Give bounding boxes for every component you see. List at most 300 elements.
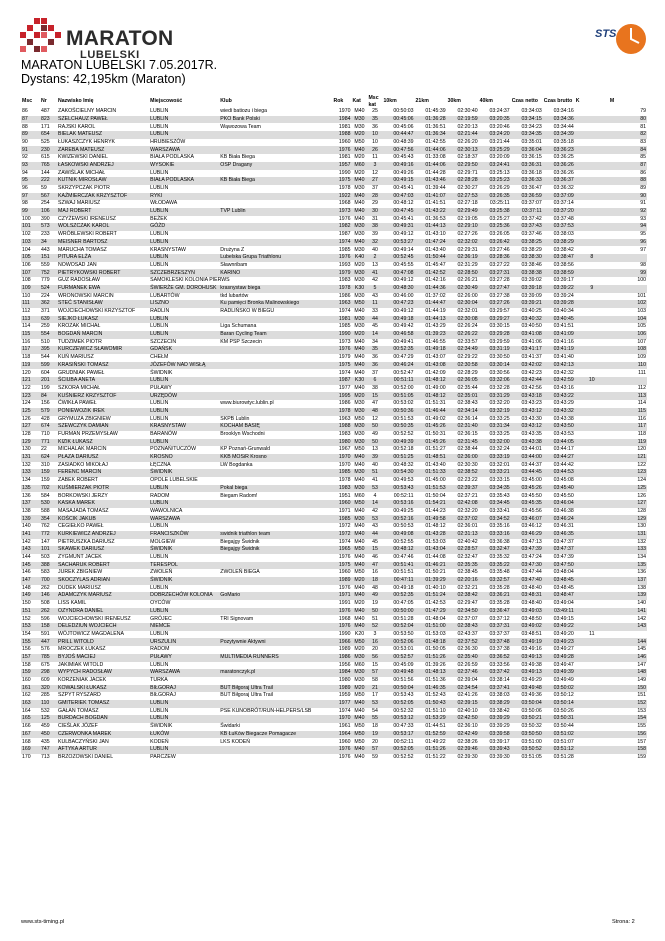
cell-name: CZERWONKA MAREK bbox=[57, 731, 149, 739]
cell-split-40km: 03:27:28 bbox=[489, 277, 510, 284]
cell-men-place: 147 bbox=[637, 661, 646, 668]
cell-split-21km: 01:36:53 bbox=[425, 215, 446, 222]
cell-split-40km: 03:32:57 bbox=[479, 577, 511, 585]
cell-net-time: 03:48:31 bbox=[511, 592, 543, 600]
cell-msc: 109 bbox=[21, 285, 40, 293]
cell-name: ŁASKOWSKI ANDRZEJ bbox=[57, 162, 149, 170]
cell-category: M60 bbox=[354, 661, 365, 668]
cell-split-10km: 00:53:27 bbox=[383, 239, 415, 247]
table-row bbox=[21, 508, 647, 516]
cell-split-10km: 00:49:12 bbox=[393, 231, 414, 238]
cell-men-place: 94 bbox=[609, 223, 647, 231]
cell-city: LISZNO bbox=[149, 300, 219, 308]
cell-men-place: 130 bbox=[637, 523, 646, 530]
cell-split-30km: 02:37:52 bbox=[447, 638, 479, 646]
cell-msc: 90 bbox=[22, 138, 28, 145]
cell-net-time: 03:45:35 bbox=[511, 500, 543, 508]
cell-net-time: 03:39:09 bbox=[521, 292, 542, 299]
cell-nr: 84 bbox=[40, 392, 57, 400]
cell-split-10km: 00:53:16 bbox=[383, 500, 415, 508]
cell-city: LUBLIN bbox=[149, 377, 219, 385]
cell-gross-time: 03:34:44 bbox=[553, 123, 574, 130]
cell-category-place: 55 bbox=[367, 715, 382, 723]
cell-split-21km: 01:45:00 bbox=[425, 477, 446, 484]
cell-men-place: 81 bbox=[640, 123, 646, 130]
cell-women-place bbox=[575, 577, 609, 585]
cell-gross-time: 03:40:45 bbox=[543, 316, 575, 324]
cell-year: 1978 bbox=[332, 285, 351, 293]
cell-city: LUBLIN bbox=[149, 131, 219, 139]
cell-category-place: 25 bbox=[372, 108, 378, 115]
cell-msc: 159 bbox=[21, 669, 40, 677]
cell-name: ADAMCZYK MARIUSZ bbox=[57, 592, 149, 600]
cell-nr: 362 bbox=[40, 300, 57, 308]
cell-nr: 262 bbox=[40, 608, 57, 616]
cell-club bbox=[219, 346, 332, 354]
cell-name: MROCZEK ŁUKASZ bbox=[58, 646, 106, 653]
cell-gross-time: 03:50:26 bbox=[553, 707, 574, 714]
col-year: Rok bbox=[333, 98, 344, 105]
cell-split-30km: 02:26:24 bbox=[457, 323, 478, 330]
table-row bbox=[21, 677, 647, 685]
cell-split-10km: 00:52:52 bbox=[393, 753, 414, 760]
cell-men-place: 108 bbox=[609, 346, 647, 354]
cell-net-time: 03:48:40 bbox=[521, 600, 542, 607]
cell-msc: 97 bbox=[21, 193, 40, 201]
cell-category: M40 bbox=[354, 354, 365, 361]
cell-club: BUT Biłgoraj Ultra Trail bbox=[220, 692, 273, 699]
cell-split-10km: 00:49:16 bbox=[383, 162, 415, 170]
cell-split-21km: 01:43:10 bbox=[425, 231, 446, 238]
cell-women-place: 10 bbox=[575, 377, 609, 385]
cell-split-30km: 02:36:10 bbox=[457, 723, 478, 730]
cell-net-time: 03:50:04 bbox=[511, 700, 543, 708]
cell-net-time: 03:37:11 bbox=[511, 208, 543, 216]
cell-net-time: 03:36:04 bbox=[511, 146, 543, 154]
cell-city: LUBLIN bbox=[150, 707, 169, 714]
cell-men-place: 139 bbox=[609, 592, 647, 600]
cell-men-place: 83 bbox=[640, 138, 646, 145]
cell-net-time: 03:49:38 bbox=[521, 661, 542, 668]
cell-year: 1967 bbox=[338, 446, 351, 453]
cell-net-time: 03:38:25 bbox=[511, 239, 543, 247]
cell-name: KULBACZYŃSKI JAN bbox=[58, 738, 109, 745]
cell-gross-time: 03:46:04 bbox=[543, 500, 575, 508]
cell-city: KRASNYSTAW bbox=[150, 246, 186, 253]
cell-gross-time: 03:36:23 bbox=[543, 146, 575, 154]
cell-nr: 579 bbox=[40, 408, 57, 416]
cell-city: HRUBIESZÓW bbox=[150, 138, 186, 145]
cell-split-10km: 00:54:30 bbox=[383, 469, 415, 477]
cell-split-40km: 03:26:05 bbox=[489, 231, 510, 238]
cell-split-30km: 02:38:43 bbox=[457, 400, 478, 407]
cell-city: SZCZECIN bbox=[150, 338, 177, 345]
cell-category: M50 bbox=[351, 731, 367, 739]
cell-city: LUBLIN bbox=[149, 239, 219, 247]
cell-city: JÓZEFÓW NAD WISŁĄ bbox=[149, 362, 219, 370]
cell-split-30km: 02:23:22 bbox=[457, 477, 478, 484]
cell-year: 1978 bbox=[338, 185, 351, 192]
cell-women-place bbox=[575, 654, 609, 662]
cell-category: M30 bbox=[351, 669, 367, 677]
cell-net-time: 03:49:29 bbox=[521, 677, 542, 684]
table-row bbox=[21, 254, 647, 262]
cell-category-place: 42 bbox=[372, 507, 378, 514]
cell-name: KOŚCIK JAKUB bbox=[57, 515, 149, 523]
cell-category: M40 bbox=[354, 384, 365, 391]
cell-split-21km: 01:43:28 bbox=[415, 531, 447, 539]
cell-split-21km: 01:43:04 bbox=[415, 546, 447, 554]
footer-website: www.sts-timing.pl bbox=[21, 919, 65, 925]
cell-club bbox=[219, 131, 332, 139]
cell-name: SZPYT RYSZARD bbox=[58, 692, 101, 699]
cell-split-30km: 02:30:27 bbox=[457, 185, 478, 192]
cell-split-40km: 03:39:43 bbox=[479, 746, 511, 754]
cell-split-21km: 01:48:12 bbox=[425, 523, 446, 530]
cell-city: ŁUKÓW bbox=[149, 731, 219, 739]
table-row bbox=[21, 408, 647, 416]
cell-men-place: 112 bbox=[637, 384, 646, 391]
cell-nr: 702 bbox=[40, 485, 57, 493]
cell-nr: 147 bbox=[41, 538, 50, 545]
col-10km: 10km bbox=[383, 98, 397, 105]
cell-name: KUŚMIERZAK PIOTR bbox=[57, 485, 149, 493]
cell-category-place: 29 bbox=[372, 200, 378, 207]
cell-city: WŁODAWA bbox=[150, 200, 178, 207]
cell-gross-time: 03:49:28 bbox=[543, 654, 575, 662]
cell-split-40km: 03:37:41 bbox=[479, 685, 511, 693]
cell-split-10km: 00:50:36 bbox=[383, 408, 415, 416]
cell-club bbox=[219, 715, 332, 723]
cell-net-time: 03:48:51 bbox=[521, 630, 542, 637]
cell-category: M20 bbox=[351, 685, 367, 693]
cell-men-place: 85 bbox=[640, 154, 646, 161]
cell-men-place: 86 bbox=[640, 169, 646, 176]
cell-name: ZAWIŚLAK MICHAŁ bbox=[58, 169, 106, 176]
cell-split-10km: 00:51:56 bbox=[393, 677, 414, 684]
cell-gross-time: 03:45:08 bbox=[553, 477, 574, 484]
cell-split-30km: 02:28:29 bbox=[457, 369, 478, 376]
cell-split-30km: 02:29:49 bbox=[447, 208, 479, 216]
cell-club: MULTIMEDIA RUNNERS bbox=[219, 654, 332, 662]
col-category-place: Msc kat bbox=[368, 95, 379, 108]
table-row bbox=[21, 185, 647, 193]
cell-name: KURKIEWICZ ANDRZEJ bbox=[57, 531, 149, 539]
table-row bbox=[21, 692, 647, 700]
cell-women-place bbox=[575, 154, 609, 162]
table-row bbox=[21, 738, 647, 746]
cell-gross-time: 03:42:13 bbox=[543, 362, 575, 370]
cell-split-10km: 00:50:03 bbox=[393, 108, 414, 115]
cell-nr: 159 bbox=[41, 477, 50, 484]
cell-gross-time: 03:37:20 bbox=[543, 208, 575, 216]
cell-city: LUBLIN bbox=[149, 116, 219, 124]
cell-category: M40 bbox=[354, 753, 365, 760]
cell-year: 1973 bbox=[338, 338, 351, 345]
cell-women-place bbox=[575, 216, 609, 224]
cell-gross-time: 03:42:59 bbox=[543, 377, 575, 385]
cell-name: BURDACH BOGDAN bbox=[57, 715, 149, 723]
cell-split-10km: 00:45:43 bbox=[393, 154, 414, 161]
cell-split-30km: 02:38:43 bbox=[447, 623, 479, 631]
cell-gross-time: 03:37:09 bbox=[543, 193, 575, 201]
cell-msc: 148 bbox=[22, 584, 31, 591]
cell-club: krasnystaw biega bbox=[219, 285, 332, 293]
table-row bbox=[21, 293, 647, 301]
cell-year: 1987 bbox=[332, 377, 351, 385]
cell-split-40km: 03:38:03 bbox=[489, 692, 510, 699]
cell-split-10km: 00:52:45 bbox=[383, 254, 415, 262]
cell-category-place: 39 bbox=[367, 454, 382, 462]
cell-club bbox=[219, 185, 332, 193]
cell-category: M40 bbox=[354, 507, 365, 514]
cell-name: BOGDAŃ MARCIN bbox=[57, 331, 149, 339]
cell-gross-time: 03:43:50 bbox=[543, 423, 575, 431]
cell-city: PUŁAWY bbox=[150, 384, 172, 391]
cell-club: Baran Cycling Team bbox=[219, 331, 332, 339]
cell-net-time: 03:47:24 bbox=[521, 554, 542, 561]
cell-split-21km: 01:44:06 bbox=[415, 146, 447, 154]
cell-nr: 559 bbox=[41, 261, 50, 268]
table-row bbox=[21, 608, 647, 616]
cell-msc: 164 bbox=[22, 707, 31, 714]
cell-category-place: 54 bbox=[372, 707, 378, 714]
cell-split-30km: 02:38:52 bbox=[447, 469, 479, 477]
cell-women-place bbox=[575, 754, 609, 762]
cell-category: M30 bbox=[351, 223, 367, 231]
table-row bbox=[21, 515, 647, 523]
cell-split-10km: 00:53:17 bbox=[383, 731, 415, 739]
cell-club: Pozytywnie Aktywni bbox=[219, 638, 332, 646]
cell-men-place: 111 bbox=[638, 369, 646, 376]
cell-net-time: 03:42:44 bbox=[511, 377, 543, 385]
cell-split-30km: 02:43:37 bbox=[457, 630, 478, 637]
cell-men-place: 109 bbox=[637, 354, 646, 361]
cell-split-30km: 02:42:08 bbox=[447, 500, 479, 508]
cell-gross-time: 03:34:36 bbox=[543, 116, 575, 124]
cell-msc: 163 bbox=[21, 700, 40, 708]
cell-nr: 772 bbox=[40, 531, 57, 539]
cell-split-30km: 02:19:59 bbox=[447, 116, 479, 124]
cell-club: ZWOLEŃ BIEGA bbox=[220, 569, 260, 576]
cell-category: M40 bbox=[351, 239, 367, 247]
cell-nr: 101 bbox=[40, 546, 57, 554]
cell-club bbox=[219, 700, 332, 708]
cell-name: SKAWEK DARIUSZ bbox=[57, 546, 149, 554]
cell-nr: 259 bbox=[41, 323, 50, 330]
cell-women-place bbox=[575, 308, 609, 316]
cell-category: K30 bbox=[351, 377, 367, 385]
cell-name: CEGIEŁKO PAWEŁ bbox=[58, 523, 104, 530]
table-row bbox=[21, 631, 647, 639]
cell-split-21km: 01:54:21 bbox=[415, 500, 447, 508]
cell-msc: 124 bbox=[22, 400, 31, 407]
cell-year: 1989 bbox=[332, 685, 351, 693]
cell-net-time: 03:42:02 bbox=[511, 362, 543, 370]
cell-split-10km: 00:52:00 bbox=[393, 384, 414, 391]
cell-split-30km: 02:26:59 bbox=[457, 661, 478, 668]
cell-name: WRONOWSKI MARCIN bbox=[58, 292, 114, 299]
cell-split-10km: 00:46:24 bbox=[383, 362, 415, 370]
cell-split-10km: 00:49:12 bbox=[393, 277, 414, 284]
cell-category-place: 12 bbox=[372, 415, 378, 422]
cell-women-place bbox=[575, 485, 609, 493]
cell-club bbox=[219, 170, 332, 178]
cell-name: MAJ ROBERT bbox=[57, 208, 149, 216]
cell-name: OZYNDRA DANIEL bbox=[57, 608, 149, 616]
cell-year: 1922 bbox=[332, 193, 351, 201]
cell-category-place: 38 bbox=[367, 223, 382, 231]
cell-name: FERENC MARCIN bbox=[57, 469, 149, 477]
col-net-time: Czas netto bbox=[511, 98, 538, 105]
cell-name: SKOCZYLAS ADRIAN bbox=[57, 577, 149, 585]
cell-year: 1986 bbox=[338, 292, 351, 299]
cell-split-40km: 03:33:25 bbox=[489, 431, 510, 438]
cell-split-30km: 02:37:46 bbox=[447, 669, 479, 677]
cell-category-place: 52 bbox=[367, 623, 382, 631]
cell-split-10km: 00:52:04 bbox=[383, 623, 415, 631]
cell-msc: 169 bbox=[21, 746, 40, 754]
cell-name: WOJCIECHOWSKI KRZYSZTOF bbox=[58, 308, 136, 315]
cell-category-place: 46 bbox=[372, 554, 378, 561]
cell-category-place: 31 bbox=[372, 215, 378, 222]
cell-gross-time: 03:39:28 bbox=[543, 300, 575, 308]
cell-net-time: 03:49:16 bbox=[521, 646, 542, 653]
cell-gross-time: 03:50:44 bbox=[553, 723, 574, 730]
cell-club bbox=[219, 623, 332, 631]
cell-category: M30 bbox=[354, 185, 365, 192]
cell-women-place bbox=[575, 623, 609, 631]
cell-city: RYKI bbox=[149, 193, 219, 201]
cell-msc: 87 bbox=[21, 116, 40, 124]
cell-net-time: 03:36:18 bbox=[521, 169, 542, 176]
cell-split-40km: 03:37:48 bbox=[479, 638, 511, 646]
table-row bbox=[21, 523, 647, 531]
cell-city: GRÓJEC bbox=[150, 615, 172, 622]
cell-split-30km: 02:34:54 bbox=[447, 685, 479, 693]
cell-nr: 487 bbox=[41, 108, 50, 115]
cell-year: 1974 bbox=[332, 239, 351, 247]
cell-name: PITURA ELŻA bbox=[57, 254, 149, 262]
cell-split-21km: 01:40:10 bbox=[425, 584, 446, 591]
cell-nr: 285 bbox=[41, 692, 50, 699]
cell-split-21km: 01:43:46 bbox=[415, 177, 447, 185]
cell-split-10km: 00:52:05 bbox=[383, 746, 415, 754]
cell-name: TUDZIMEK PIOTR bbox=[58, 338, 102, 345]
cell-split-10km: 00:47:45 bbox=[383, 208, 415, 216]
cell-msc: 86 bbox=[22, 108, 28, 115]
cell-split-10km: 00:52:47 bbox=[393, 369, 414, 376]
cell-name: LISS KAMIL bbox=[58, 600, 87, 607]
cell-club bbox=[219, 754, 332, 762]
cell-net-time: 03:49:19 bbox=[511, 638, 543, 646]
cell-net-time: 03:47:39 bbox=[511, 546, 543, 554]
cell-split-40km: 03:26:29 bbox=[489, 185, 510, 192]
cell-club: Sławnribam bbox=[220, 261, 248, 268]
cell-split-21km: 01:44:47 bbox=[415, 300, 447, 308]
table-row bbox=[21, 477, 647, 485]
cell-split-21km: 01:50:31 bbox=[425, 431, 446, 438]
cell-men-place: 133 bbox=[609, 546, 647, 554]
table-row bbox=[21, 592, 647, 600]
cell-nr: 823 bbox=[40, 116, 57, 124]
cell-club: Lubelska Grupa Triathlonu bbox=[219, 254, 332, 262]
cell-net-time: 03:49:13 bbox=[511, 654, 543, 662]
cell-women-place: 9 bbox=[575, 285, 609, 293]
cell-msc: 112 bbox=[22, 308, 31, 315]
cell-city: SAMOKLESKI KOLONIA PIERWS bbox=[150, 277, 230, 284]
cell-category-place: 10 bbox=[367, 131, 382, 139]
cell-men-place: 148 bbox=[609, 669, 647, 677]
cell-msc: 125 bbox=[21, 408, 40, 416]
cell-split-21km: 01:33:08 bbox=[425, 154, 446, 161]
cell-msc: 162 bbox=[22, 692, 31, 699]
cell-name: KAŹMIERCZAK KRZYSZTOF bbox=[57, 193, 149, 201]
cell-msc: 150 bbox=[22, 600, 31, 607]
cell-year: 1976 bbox=[332, 746, 351, 754]
cell-nr: 576 bbox=[41, 646, 50, 653]
cell-gross-time: 03:51:02 bbox=[543, 731, 575, 739]
cell-split-10km: 00:50:35 bbox=[383, 423, 415, 431]
cell-year: 1964 bbox=[332, 731, 351, 739]
cell-name: KUTNIK MIROSŁAW bbox=[57, 177, 149, 185]
cell-net-time: 03:36:47 bbox=[521, 185, 542, 192]
cell-split-21km: 01:50:44 bbox=[415, 254, 447, 262]
cell-men-place: 114 bbox=[637, 400, 646, 407]
cell-nr: 22 bbox=[41, 446, 47, 453]
cell-city: PARCZEW bbox=[150, 753, 176, 760]
cell-split-30km: 02:27:18 bbox=[457, 200, 478, 207]
cell-msc: 154 bbox=[22, 630, 31, 637]
cell-split-10km: 00:52:52 bbox=[393, 431, 414, 438]
cell-name: SZKORA MICHAŁ bbox=[58, 384, 101, 391]
cell-club: Biegam Radom! bbox=[220, 492, 258, 499]
cell-club: Brooklyn Wschodni bbox=[220, 431, 265, 438]
cell-city: BIŁGORAJ bbox=[149, 685, 219, 693]
cell-city: LUBLIN bbox=[150, 554, 169, 561]
cell-split-40km: 03:32:47 bbox=[479, 546, 511, 554]
cell-split-30km: 02:37:07 bbox=[457, 615, 478, 622]
cell-split-40km: 03:33:41 bbox=[489, 507, 510, 514]
cell-msc: 106 bbox=[22, 261, 31, 268]
table-row bbox=[21, 285, 647, 293]
col-club: Klub bbox=[220, 98, 232, 105]
cell-category: M30 bbox=[354, 277, 365, 284]
cell-gross-time: 03:36:37 bbox=[543, 177, 575, 185]
cell-category: M40 bbox=[354, 461, 365, 468]
table-row bbox=[21, 754, 647, 762]
cell-men-place: 115 bbox=[609, 408, 647, 416]
cell-gross-time: 03:47:39 bbox=[553, 554, 574, 561]
cell-name: SIEJKO ŁUKASZ bbox=[57, 316, 149, 324]
cell-category: M30 bbox=[351, 469, 367, 477]
cell-men-place: 151 bbox=[637, 692, 646, 699]
cell-city: ŁĘCZNA bbox=[150, 461, 171, 468]
cell-category-place: 50 bbox=[367, 439, 382, 447]
cell-name: RAJSKI KAROL bbox=[58, 123, 96, 130]
cell-net-time: 03:43:30 bbox=[521, 415, 542, 422]
cell-split-10km: 00:50:53 bbox=[393, 523, 414, 530]
table-row bbox=[21, 362, 647, 370]
table-row bbox=[21, 454, 647, 462]
cell-category: M40 bbox=[354, 108, 365, 115]
cell-msc: 107 bbox=[21, 269, 40, 277]
table-row bbox=[21, 262, 647, 270]
cell-split-40km: 03:34:52 bbox=[479, 515, 511, 523]
cell-split-10km: 00:51:11 bbox=[383, 377, 415, 385]
cell-split-30km: 02:29:22 bbox=[457, 354, 478, 361]
cell-split-21km: 01:53:29 bbox=[415, 715, 447, 723]
